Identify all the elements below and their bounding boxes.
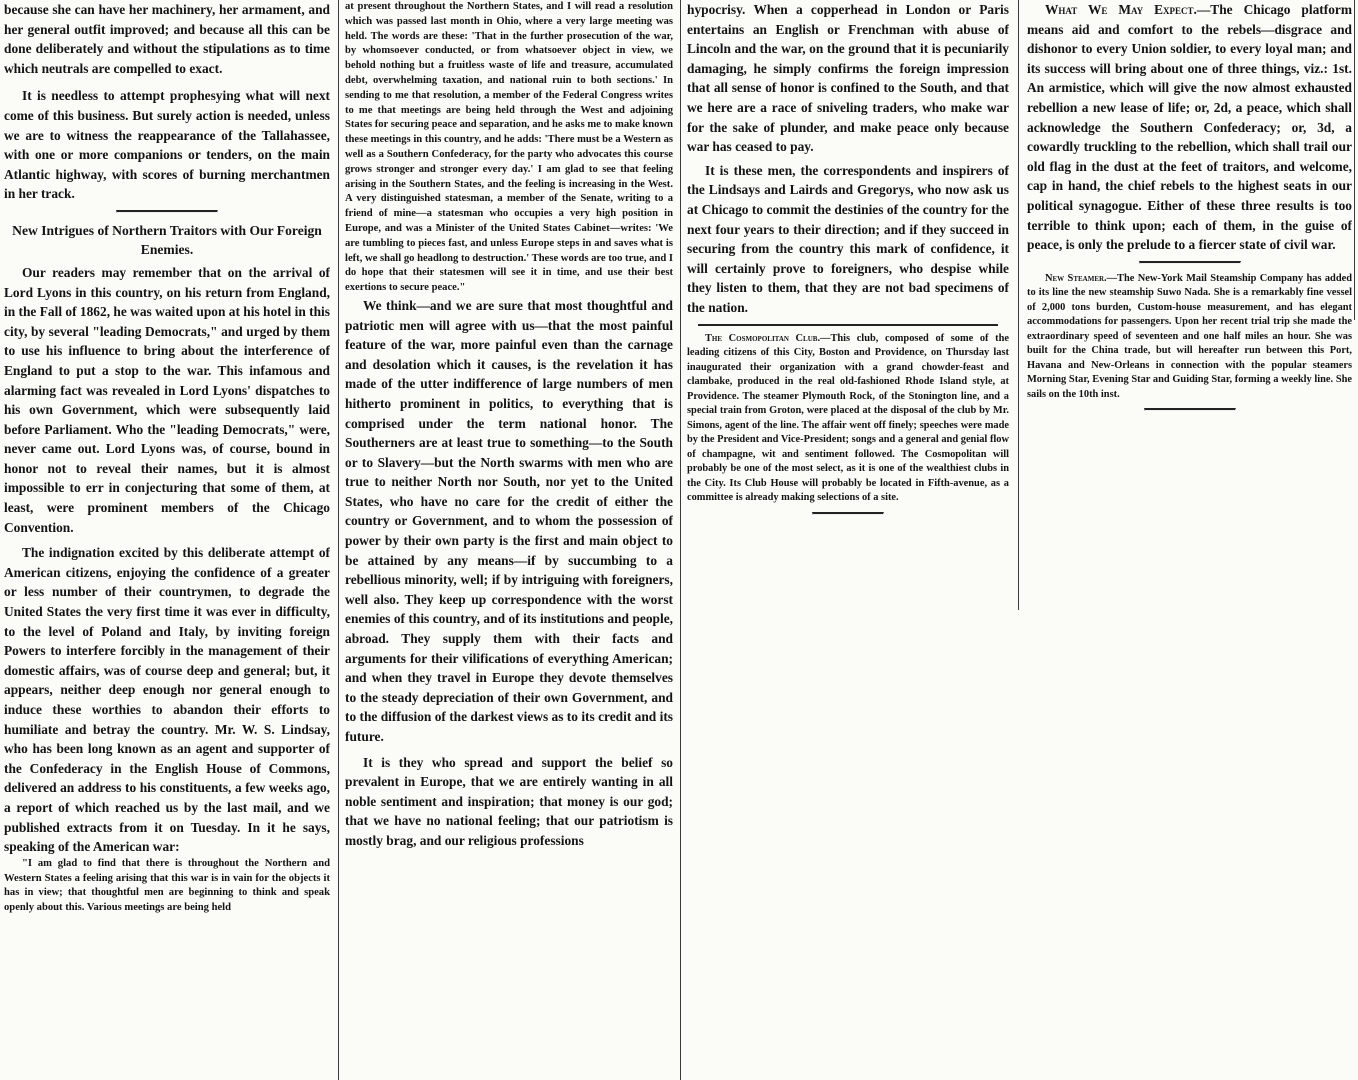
divider	[812, 512, 884, 515]
article-paragraph: It is they who spread and support the belief so prevalent in Europe, that we are entirely wanting in all noble sentiment and inspiration; that money is our god; that we have no national feeling; that our patriotism is mostly brag, and our religious professions	[345, 754, 673, 848]
item-lead: New Steamer.	[1045, 272, 1107, 284]
item-text: —The New-York Mail Steamship Company has added to its line the new steamship Suwo Nada. She is a remarkably fine vessel of 2,000 tons burden, Custom-house measurement, and has elegant accommodations for passengers. Upon her recent trial trip she made the extraordinary speed of seventeen and one half miles an hour. She was built for the China trade, but will hereafter run between this Port, Havana and New-Orleans in connection with the popular steamers Morning Star, Evening Star and Guiding Star, forming a weekly line. She sails on the 10th inst.	[1027, 272, 1352, 400]
cosmopolitan-club-item	[687, 332, 1009, 506]
article-paragraph: hypocrisy. When a copperhead in London or Paris entertains an English or Frenchman with abuse of Lincoln and the war, on the ground that it is pecuniarily damaging, he simply confirms the foreign impression that all sense of honor is confined to the South, and that we here are a race of sniveling traders, who make war for the sake of plunder, and make peace only because war has ceased to pay.	[687, 2, 1009, 155]
column-rule	[1018, 0, 1019, 610]
column-rule	[1354, 0, 1355, 320]
article-paragraph: We think—and we are sure that most thoughtful and patriotic men will agree with us—that the most painful feature of the war, more painful even than the carnage and desolation which it causes, is the revelation it has made of the utter indifference of large numbers of men hitherto prominent in politics, to everything that is comprised under the term national honor. The Southerners are at least true to something—to the South or to Slavery—but the North swarms with men who are true to neither North nor South, nor yet to the United States, who have no care for the credit of either the country or Government, and to whom the possession of power by their own party is the first and main object to be attained by any means—if by succumbing to a rebellious minority, well; if by intriguing with foreigners, well also. They keep up correspondence with the worst enemies of this country, and of its institutions and people, abroad. They supply them with their facts and arguments for their vilifications of everything American; and when they travel in Europe they devote themselves to the steady depreciation of their own Government, and to the diffusion of the darkest views as to its credit and its future.	[345, 297, 673, 744]
divider	[116, 210, 218, 213]
column-2	[345, 0, 673, 1080]
item-lead: What We May Expect.	[1045, 2, 1197, 17]
item-text: —The Chicago platform means aid and comfort to the rebels—disgrace and dishonor to every Union soldier, to every loyal man; and its success will bring about one of three things, viz.: 1st. An armistice, which will give the now almost exhausted rebellion a new lease of life; or, 2d, a peace, which shall acknowledge the Southern Confederacy; or, 3d, a cowardly truckling to the rebellion, which shall trail our old flag in the dust at the feet of traitors, and welcome, cap in hand, the chief rebels to the highest seats in our political synagogue. Either of these three results is too terrible to think upon; each of them, in the guise of peace, is only the prelude to a fiercer state of civil war.	[1027, 2, 1352, 253]
column-1	[4, 0, 330, 1080]
new-steamer-item	[1027, 272, 1352, 403]
column-rule	[338, 0, 339, 1080]
divider	[1139, 261, 1241, 264]
article-paragraph: Our readers may remember that on the arrival of Lord Lyons in this country, on his return from England, in the Fall of 1862, he was waited upon at his hotel in this city, by several "leading Democrats," and urged by them to use his influence to bring about the interference of England to put a stop to the war. This infamous and alarming fact was revealed in Lord Lyons' dispatches to his own Government, which were subsequently laid before Parliament. Who the "leading Democrats," were, never came out. Lord Lyons was, of course, bound in honor not to reveal their names, but it is almost impossible to err in conjecturing that some of them, at least, were prominent members of the Chicago Convention.	[4, 264, 330, 535]
divider	[698, 324, 998, 326]
divider	[1144, 408, 1236, 411]
article-paragraph: It is these men, the correspondents and inspirers of the Lindsays and Lairds and Gregorys, who now ask us at Chicago to commit the destinies of the country for the next four years to their direction; and if they succeed in securing from the country this mark of confidence, it will certainly prove to foreigners, who despise while they listen to them, that they are not bad specimens of the nation.	[687, 162, 1009, 315]
quoted-speech: at present throughout the Northern States, and I will read a resolution which was passed last month in Ohio, where a very large meeting was held. The words are these: 'That in the further prosecution of the war, by whomsoever conducted, or from whatsoever object in view, we behold nothing but a fruitless waste of life and treasure, accumulated debt, overwhelming taxation, and national ruin to both sections.' In sending to me that resolution, a member of the Federal Congress writes to me that meetings are being held through the West and adjoining States for securing peace and separation, and he asks me to make known these meetings in this country, and he adds: 'There must be a Western as well as a Southern Confederacy, for the party who advocates this course grows stronger and stronger every day.' I am glad to see that feeling arising in the Southern States, and the feeling is increasing in the West. A very distinguished statesman, a member of the Senate, writing to a friend of mine—a statesman who occupies a very high position in Europe, and was a Minister of the United States Cabinet—writes: 'We are tumbling to pieces fast, and unless Europe steps in and saves what is left, we shall go headlong to destruction.' These words are too true, and I do hope that their statesmen will see it in time, and use their best exertions to secure peace."	[345, 1, 673, 294]
item-text: —This club, composed of some of the leading citizens of this City, Boston and Providence, on Thursday last inaugurated their organization with a grand chowder-feast and clambake, produced in the real old-fashioned Rhode Island style, at Providence. The steamer Plymouth Rock, of the Stonington line, and a special train from Groton, were placed at the disposal of the club by Mr. Simons, agent of the line. The affair went off finely; speeches were made by the President and Vice-President; songs and a general and genial flow of champagne, wit and sentiment followed. The Cosmopolitan will probably be one of the most select, as it is one of the wealthiest clubs in the City. Its Club House will probably be located in Fifth-avenue, as a committee is already making selections of a site.	[687, 332, 1009, 503]
column-4	[1027, 0, 1352, 560]
column-rule	[680, 0, 681, 1080]
quoted-speech: "I am glad to find that there is throughout the Northern and Western States a feeling arising that this war is in vain for the objects it has in view; that thoughtful men are beginning to think and speak openly about this. Various meetings are being held	[4, 857, 330, 914]
column-3	[687, 0, 1009, 620]
article-headline: New Intrigues of Northern Traitors with Our Foreign Enemies.	[12, 222, 322, 257]
article-paragraph: because she can have her machinery, her armament, and her general outfit improved; and because all this can be done deliberately and without the stipulations as to time which neutrals are compelled to exact.	[4, 2, 330, 76]
item-lead: The Cosmopolitan Club.	[705, 332, 821, 344]
article-paragraph: It is needless to attempt prophesying what will next come of this business. But surely action is needed, unless we are to witness the reappearance of the Tallahassee, with one or more companions or tenders, on the main Atlantic highway, with scores of burning merchantmen in her track.	[4, 88, 330, 202]
article-paragraph: The indignation excited by this deliberate attempt of American citizens, enjoying the confidence of a greater or less number of their countrymen, to degrade the United States the very first time it was ever in difficulty, to the level of Poland and Italy, by inviting foreign Powers to interfere forcibly in the management of their domestic affairs, was of course deep and general; but, it appears, neither deep enough nor general enough to induce these worthies to abandon their efforts to humiliate and betray the country. Mr. W. S. Lindsay, who has been long known as an agent and supporter of the Confederacy in the English House of Commons, delivered an address to his constituents, a few weeks ago, a report of which reached us by the last mail, and we published extracts from it on Tuesday. In it he says, speaking of the American war:	[4, 545, 330, 855]
